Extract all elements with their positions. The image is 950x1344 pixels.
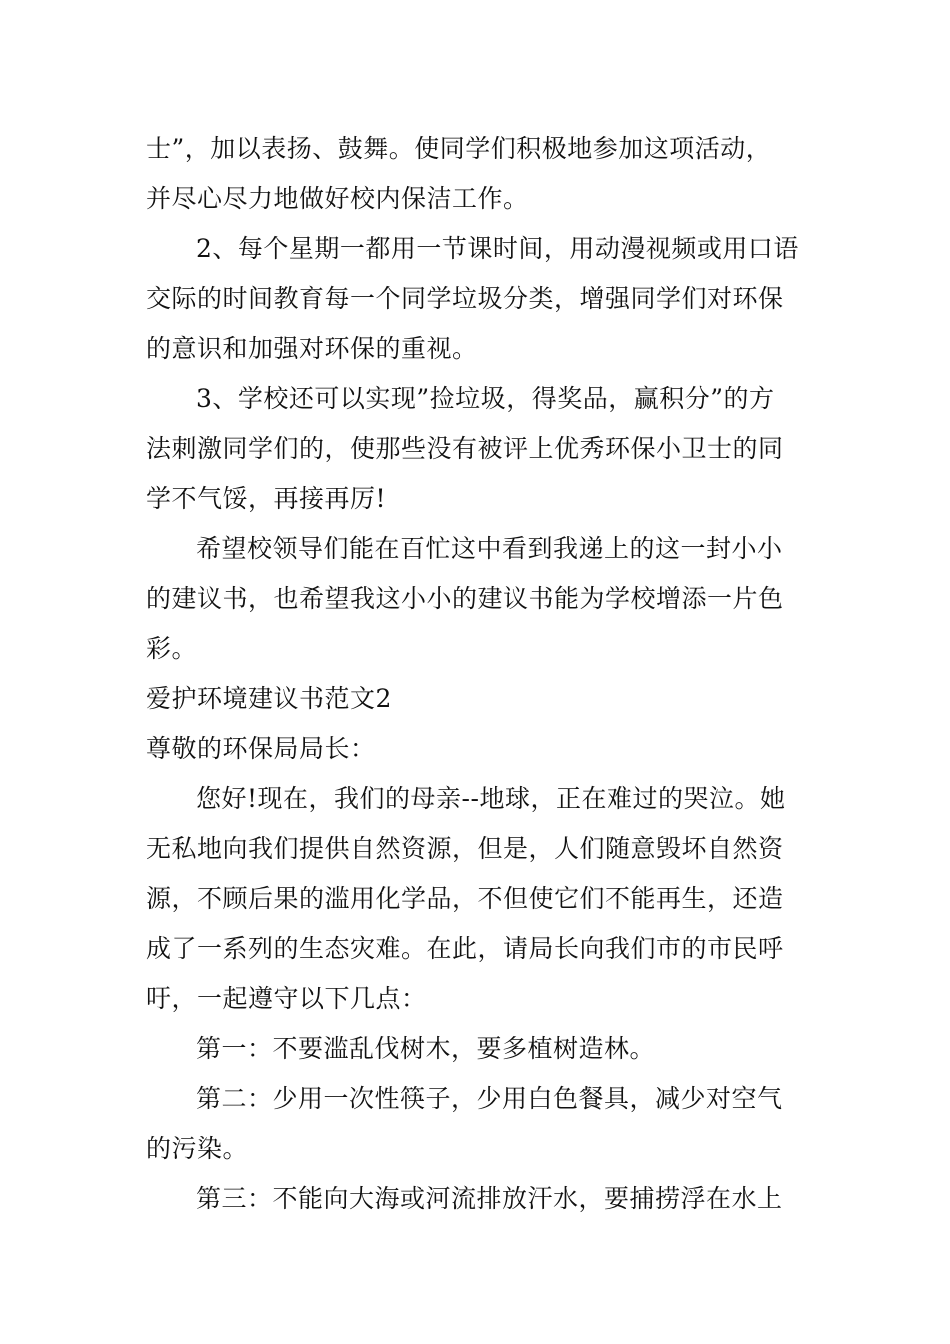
text-line: 第二：少用一次性筷子，少用白色餐具，减少对空气 xyxy=(196,1084,783,1113)
text-line: 3、学校还可以实现”捡垃圾，得奖品，赢积分”的方 xyxy=(196,384,775,413)
text-line: 源，不顾后果的滥用化学品，不但使它们不能再生，还造 xyxy=(146,884,784,913)
text-line: 第一：不要滥乱伐树木，要多植树造林。 xyxy=(196,1034,656,1063)
text-line: 希望校领导们能在百忙这中看到我递上的这一封小小 xyxy=(196,534,783,563)
section-title: 爱护环境建议书范文2 xyxy=(146,684,392,713)
text-line: 学不气馁，再接再厉! xyxy=(146,484,387,513)
text-line: 第三：不能向大海或河流排放汗水，要捕捞浮在水上 xyxy=(196,1184,783,1213)
text-line: 成了一系列的生态灾难。在此，请局长向我们市的市民呼 xyxy=(146,934,784,963)
text-line: 士”，加以表扬、鼓舞。使同学们积极地参加这项活动， xyxy=(146,134,772,163)
text-line: 无私地向我们提供自然资源，但是，人们随意毁坏自然资 xyxy=(146,834,784,863)
text-line: 的意识和加强对环保的重视。 xyxy=(146,334,478,363)
text-line: 法刺激同学们的，使那些没有被评上优秀环保小卫士的同 xyxy=(146,434,784,463)
salutation: 尊敬的环保局局长： xyxy=(146,734,376,763)
text-line: 您好!现在，我们的母亲--地球，正在难过的哭泣。她 xyxy=(196,784,786,813)
text-line: 的污染。 xyxy=(146,1134,249,1163)
text-line: 并尽心尽力地做好校内保洁工作。 xyxy=(146,184,529,213)
text-line: 2、每个星期一都用一节课时间，用动漫视频或用口语 xyxy=(196,234,799,263)
text-line: 的建议书，也希望我这小小的建议书能为学校增添一片色 xyxy=(146,584,784,613)
text-line: 交际的时间教育每一个同学垃圾分类，增强同学们对环保 xyxy=(146,284,784,313)
text-line: 彩。 xyxy=(146,634,198,663)
text-line: 吁，一起遵守以下几点： xyxy=(146,984,427,1013)
